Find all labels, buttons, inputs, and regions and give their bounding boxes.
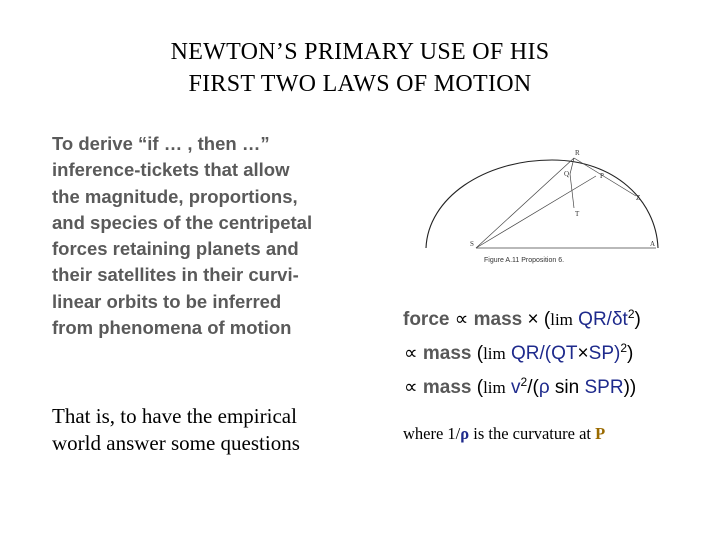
eq2-mass: mass — [422, 343, 472, 364]
eq1-numerator: QR/ — [578, 309, 612, 330]
eq3-exponent: 2 — [520, 375, 528, 389]
equation-3 — [404, 375, 636, 399]
bullet-line: from phenomena of motion — [52, 317, 292, 339]
label-S: S — [470, 240, 474, 248]
proportional-symbol: ∝ — [404, 377, 418, 398]
figure-caption: Figure A.11 Proposition 6. — [484, 257, 565, 264]
eq2-sp: SP) — [588, 343, 621, 364]
eq2-lim: lim — [483, 344, 506, 363]
eq3-rho: ρ — [538, 377, 550, 398]
proportional-symbol: ∝ — [404, 343, 418, 364]
eq3-lim: lim — [483, 378, 506, 397]
eq1-force: force — [403, 309, 450, 330]
bullet-line: inference-tickets that allow — [52, 159, 290, 181]
eq1-delta: δ — [611, 309, 623, 330]
title-line-2: FIRST TWO LAWS OF MOTION — [188, 71, 532, 97]
note-rho: ρ — [460, 424, 470, 443]
eq2-expression: QR/(QT — [511, 343, 578, 364]
eq3-open: ( — [471, 377, 484, 398]
bullet-purpose — [52, 131, 372, 341]
eq2-close: ) — [627, 343, 634, 364]
bullet-line: the magnitude, proportions, — [52, 185, 298, 207]
note-mid: is the curvature at — [469, 424, 596, 443]
bullet-line: forces retaining planets and — [52, 238, 299, 260]
eq3-mass: mass — [422, 377, 472, 398]
note-p: P — [595, 424, 606, 443]
eq1-t: t — [622, 309, 628, 330]
bullet-line: world answer some questions — [52, 430, 300, 455]
eq3-sin: sin — [549, 377, 585, 398]
bullet-empirical-world — [52, 403, 382, 456]
proposition-figure — [424, 138, 660, 268]
eq2-open: ( — [471, 343, 484, 364]
times-symbol: × — [527, 309, 539, 330]
eq2-exponent: 2 — [620, 341, 628, 355]
eq1-open: ( — [538, 309, 551, 330]
label-T: T — [575, 210, 580, 218]
eq3-v: v — [511, 377, 521, 398]
bullet-line: That is, to have the empirical — [52, 404, 297, 428]
bullet-line: linear orbits to be inferred — [52, 290, 282, 312]
eq1-lim: lim — [550, 310, 573, 329]
label-P: P — [600, 172, 604, 180]
curvature-note — [403, 424, 605, 444]
line-QR — [570, 158, 574, 174]
bullet-line: To derive “if … , then …” — [52, 133, 270, 154]
label-R: R — [575, 149, 580, 157]
note-pre: where 1/ — [403, 424, 461, 443]
eq1-mass: mass — [473, 309, 523, 330]
tangent-line — [574, 158, 636, 196]
equation-1 — [403, 307, 641, 331]
eq3-spr: SPR — [584, 377, 624, 398]
equation-2 — [404, 341, 633, 365]
label-Z: Z — [636, 194, 641, 202]
orbit-arc — [426, 160, 658, 248]
bullet-line: their satellites in their curvi- — [52, 264, 299, 286]
bullet-line: and species of the centripetal — [52, 211, 313, 233]
title-line-1: NEWTON’S PRIMARY USE OF HIS — [170, 39, 550, 65]
label-A: A — [650, 240, 656, 248]
slide-title — [0, 36, 720, 100]
label-Q: Q — [564, 170, 570, 178]
eq1-close: ) — [634, 309, 641, 330]
eq1-exponent: 2 — [627, 307, 635, 321]
eq3-close: )) — [623, 377, 637, 398]
cross-symbol: × — [577, 343, 589, 364]
proportional-symbol: ∝ — [454, 309, 469, 330]
eq3-slash: /( — [527, 377, 539, 398]
